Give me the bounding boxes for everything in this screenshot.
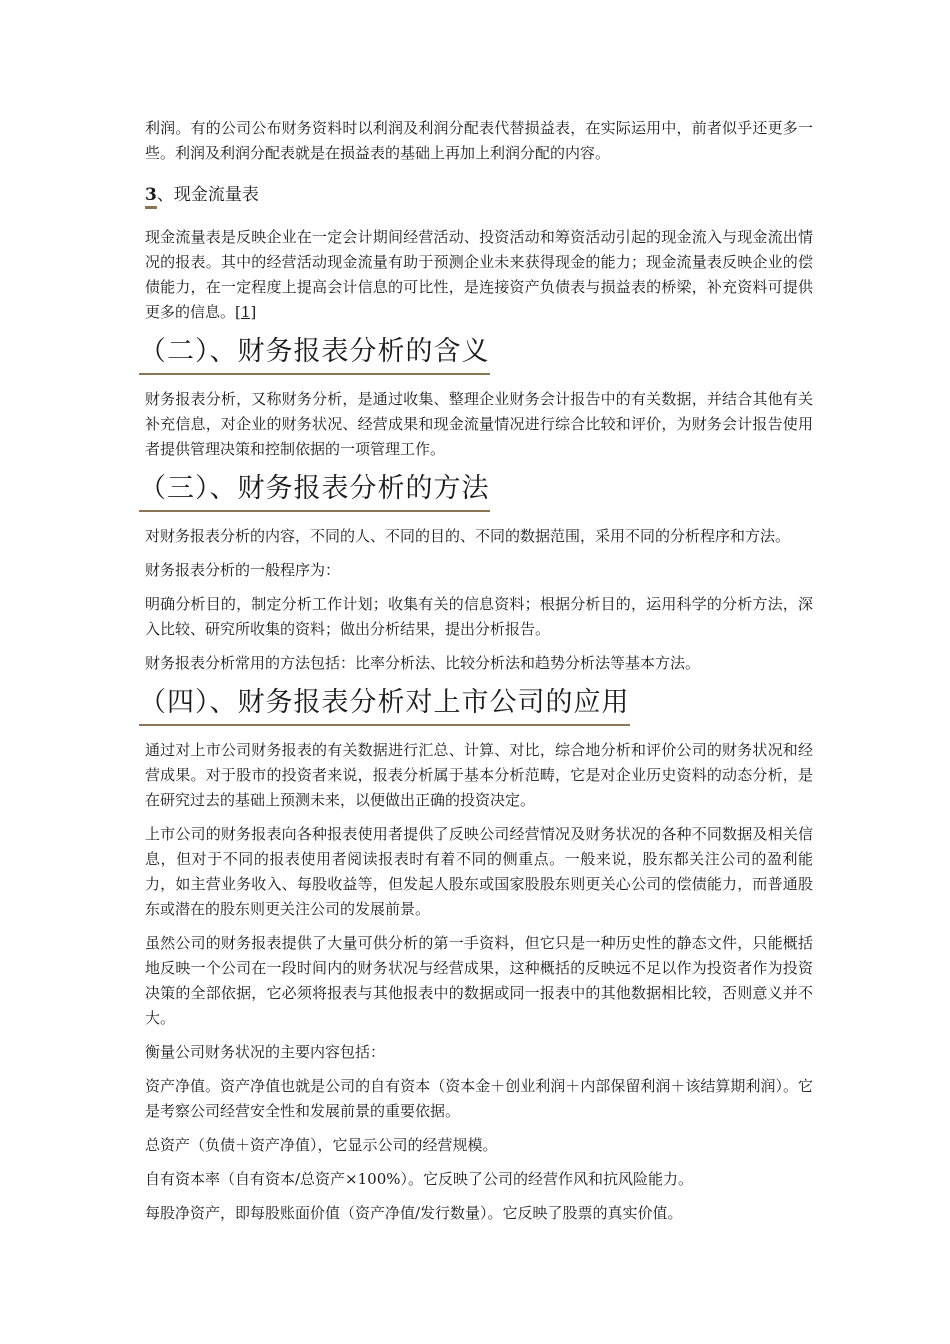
paragraph-book-value-per-share: 每股净资产，即每股账面价值（资产净值/发行数量）。它反映了股票的真实价值。 <box>145 1204 683 1222</box>
paragraph-equity-ratio: 自有资本率（自有资本/总资产×100%）。它反映了公司的经营作风和抗风险能力。 <box>145 1170 694 1188</box>
heading-listed-company-application: （四）、财务报表分析对上市公司的应用 <box>139 685 630 726</box>
reference-link[interactable]: [1] <box>235 303 257 321</box>
paragraph-methods-intro: 对财务报表分析的内容，不同的人、不同的目的、不同的数据范围，采用不同的分析程序和方法。 <box>145 527 791 545</box>
paragraph-profit-statement: 利润。有的公司公布财务资料时以利润及利润分配表代替损益表，在实际运用中，前者似乎还更多一些。利润及利润分配表就是在损益表的基础上再加上利润分配的内容。 <box>145 119 813 162</box>
heading-analysis-meaning: （二）、财务报表分析的含义 <box>139 334 490 375</box>
paragraph-common-methods: 财务报表分析常用的方法包括：比率分析法、比较分析法和趋势分析法等基本方法。 <box>145 654 701 672</box>
paragraph-cash-flow: 现金流量表是反映企业在一定会计期间经营活动、投资活动和筹资活动引起的现金流入与现金流出情况的报表。其中的经营活动现金流量有助于预测企业未来获得现金的能力；现金流量表反映企业的偿债能力，在一定程度上提高会计信息的可比性，是连接资产负债表与损益表的桥梁，补充资料可提供更多的信息。[1] <box>145 228 813 321</box>
document-page <box>139 116 813 1235</box>
heading-cash-flow-statement: 3、现金流量表 <box>145 183 259 207</box>
paragraph-listed-analysis: 通过对上市公司财务报表的有关数据进行汇总、计算、对比，综合地分析和评价公司的财务状况和经营成果。对于股市的投资者来说，报表分析属于基本分析范畴，它是对企业历史资料的动态分析，是在研究过去的基础上预测未来，以便做出正确的投资决定。 <box>145 741 813 809</box>
paragraph-static-document: 虽然公司的财务报表提供了大量可供分析的第一手资料，但它只是一种历史性的静态文件，只能概括地反映一个公司在一段时间内的财务状况与经营成果，这种概括的反映远不足以作为投资者作为投资决策的全部依据，它必须将报表与其他报表中的数据或同一报表中的其他数据相比较，否则意义并不大。 <box>145 934 813 1027</box>
paragraph-total-assets: 总资产（负债＋资产净值），它显示公司的经营规模。 <box>145 1136 498 1154</box>
paragraph-report-users: 上市公司的财务报表向各种报表使用者提供了反映公司经营情况及财务状况的各种不同数据及相关信息，但对于不同的报表使用者阅读报表时有着不同的侧重点。一般来说，股东都关注公司的盈利能力，如主营业务收入、每股收益等，但发起人股东或国家股股东则更关心公司的偿债能力，而普通股东或潜在的股东则更关注公司的发展前景。 <box>145 825 813 918</box>
paragraph-procedure-steps: 明确分析目的，制定分析工作计划；收集有关的信息资料；根据分析目的，运用科学的分析方法，深入比较、研究所收集的资料；做出分析结果，提出分析报告。 <box>145 595 813 638</box>
paragraph-general-procedure: 财务报表分析的一般程序为： <box>145 561 341 579</box>
heading-analysis-methods: （三）、财务报表分析的方法 <box>139 471 490 512</box>
paragraph-net-assets: 资产净值。资产净值也就是公司的自有资本（资本金＋创业利润＋内部保留利润＋该结算期利润）。它是考察公司经营安全性和发展前景的重要依据。 <box>145 1077 813 1120</box>
paragraph-analysis-definition: 财务报表分析，又称财务分析，是通过收集、整理企业财务会计报告中的有关数据，并结合其他有关补充信息，对企业的财务状况、经营成果和现金流量情况进行综合比较和评价，为财务会计报告使用者提供管理决策和控制依据的一项管理工作。 <box>145 390 813 458</box>
paragraph-measure-intro: 衡量公司财务状况的主要内容包括： <box>145 1043 386 1061</box>
